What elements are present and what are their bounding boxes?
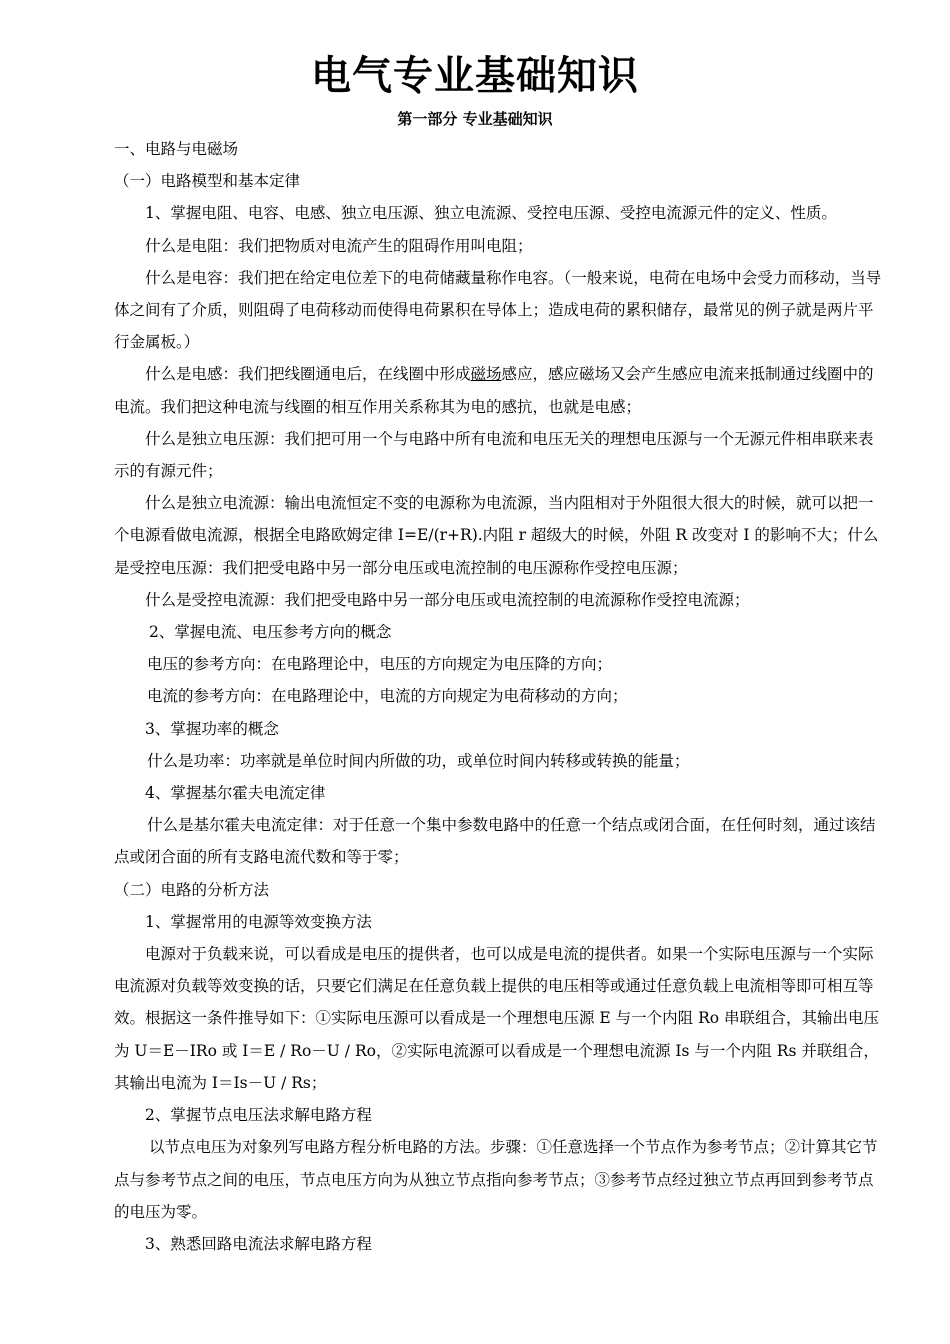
item-heading: 2、掌握节点电压法求解电路方程	[145, 1106, 372, 1125]
item-heading: 3、掌握功率的概念	[145, 719, 279, 738]
paragraph: 什么是电阻：我们把物质对电流产生的阻碍作用叫电阻；	[145, 236, 533, 255]
paragraph-text: 什么是电感：我们把线圈通电后，在线圈中形成	[145, 365, 471, 384]
paragraph-text: 感应，感应磁场又会产生感应电流来抵制通过线圈中的电流。我们把这种电流与线圈的相互作用关系称其为电的感抗，也就是电感；	[114, 365, 874, 416]
paragraph: 电源对于负载来说，可以看成是电压的提供者，也可以成是电流的提供者。如果一个实际电压源与一个实际电流源对负载等效变换的话，只要它们满足在任意负载上提供的电压相等或通过任意负载上电流相等即可相互等效。根据这一条件推导如下：①实际电压源可以看成是一个理想电压源 E 与一个内阻 Ro 串联组合，其输出电压为 U＝E－IRo 或 I＝E / Ro－U / Ro，②实际电流源可以看成是一个理想电流源 Is 与一个内阻 Rs 并联组合，其输出电流为 I＝Is－U / Rs；	[114, 945, 880, 1092]
subsection-heading: （一）电路模型和基本定律	[114, 172, 301, 191]
underlined-term: 磁场	[470, 365, 502, 384]
paragraph: 什么是受控电流源：我们把受电路中另一部分电压或电流控制的电流源称作受控电流源；	[145, 590, 750, 609]
paragraph: 电压的参考方向：在电路理论中，电压的方向规定为电压降的方向；	[147, 655, 613, 674]
paragraph: 什么是基尔霍夫电流定律：对于任意一个集中参数电路中的任意一个结点或闭合面，在任何时刻，通过该结点或闭合面的所有支路电流代数和等于零；	[114, 816, 876, 867]
item-heading: 1、掌握常用的电源等效变换方法	[145, 912, 372, 931]
paragraph: 电流的参考方向：在电路理论中，电流的方向规定为电荷移动的方向；	[147, 687, 628, 706]
paragraph: 什么是电容：我们把在给定电位差下的电荷储藏量称作电容。（一般来说，电荷在电场中会受力而移动，当导体之间有了介质，则阻碍了电荷移动而使得电荷累积在导体上；造成电荷的累积储存，最常见的例子就是两片平行金属板。）	[114, 268, 882, 352]
document-subtitle: 第一部分 专业基础知识	[397, 110, 553, 128]
paragraph: 什么是独立电压源：我们把可用一个与电路中所有电流和电压无关的理想电压源与一个无源元件相串联来表示的有源元件；	[114, 429, 874, 481]
paragraph: 1、掌握电阻、电容、电感、独立电压源、独立电流源、受控电压源、受控电流源元件的定义、性质。	[145, 204, 837, 223]
paragraph: 什么是独立电流源：输出电流恒定不变的电源称为电流源，当内阻相对于外阻很大很大的时候，就可以把一个电源看做电流源，根据全电路欧姆定律 I=E/(r+R).内阻 r 超级大的时候，外阻 R 改变对 I 的影响不大；什么是受控电压源：我们把受电路中另一部分电压或电流控制的电压源称作受控电压源；	[114, 494, 879, 577]
subsection-heading: （二）电路的分析方法	[114, 880, 270, 899]
paragraph	[114, 358, 884, 422]
section-heading: 一、电路与电磁场	[114, 140, 239, 158]
paragraph: 以节点电压为对象列写电路方程分析电路的方法。步骤：①任意选择一个节点作为参考节点；②计算其它节点与参考节点之间的电压，节点电压方向为从独立节点指向参考节点；③参考节点经过独立节点再回到参考节点的电压为零。	[114, 1138, 878, 1221]
paragraph: 什么是功率：功率就是单位时间内所做的功，或单位时间内转移或转换的能量；	[147, 751, 690, 770]
item-heading: 2、掌握电流、电压参考方向的概念	[149, 623, 392, 642]
document-body	[114, 133, 884, 1260]
item-heading: 4、掌握基尔霍夫电流定律	[145, 784, 326, 803]
item-heading: 3、熟悉回路电流法求解电路方程	[145, 1234, 372, 1253]
document-title: 电气专业基础知识	[311, 53, 639, 99]
